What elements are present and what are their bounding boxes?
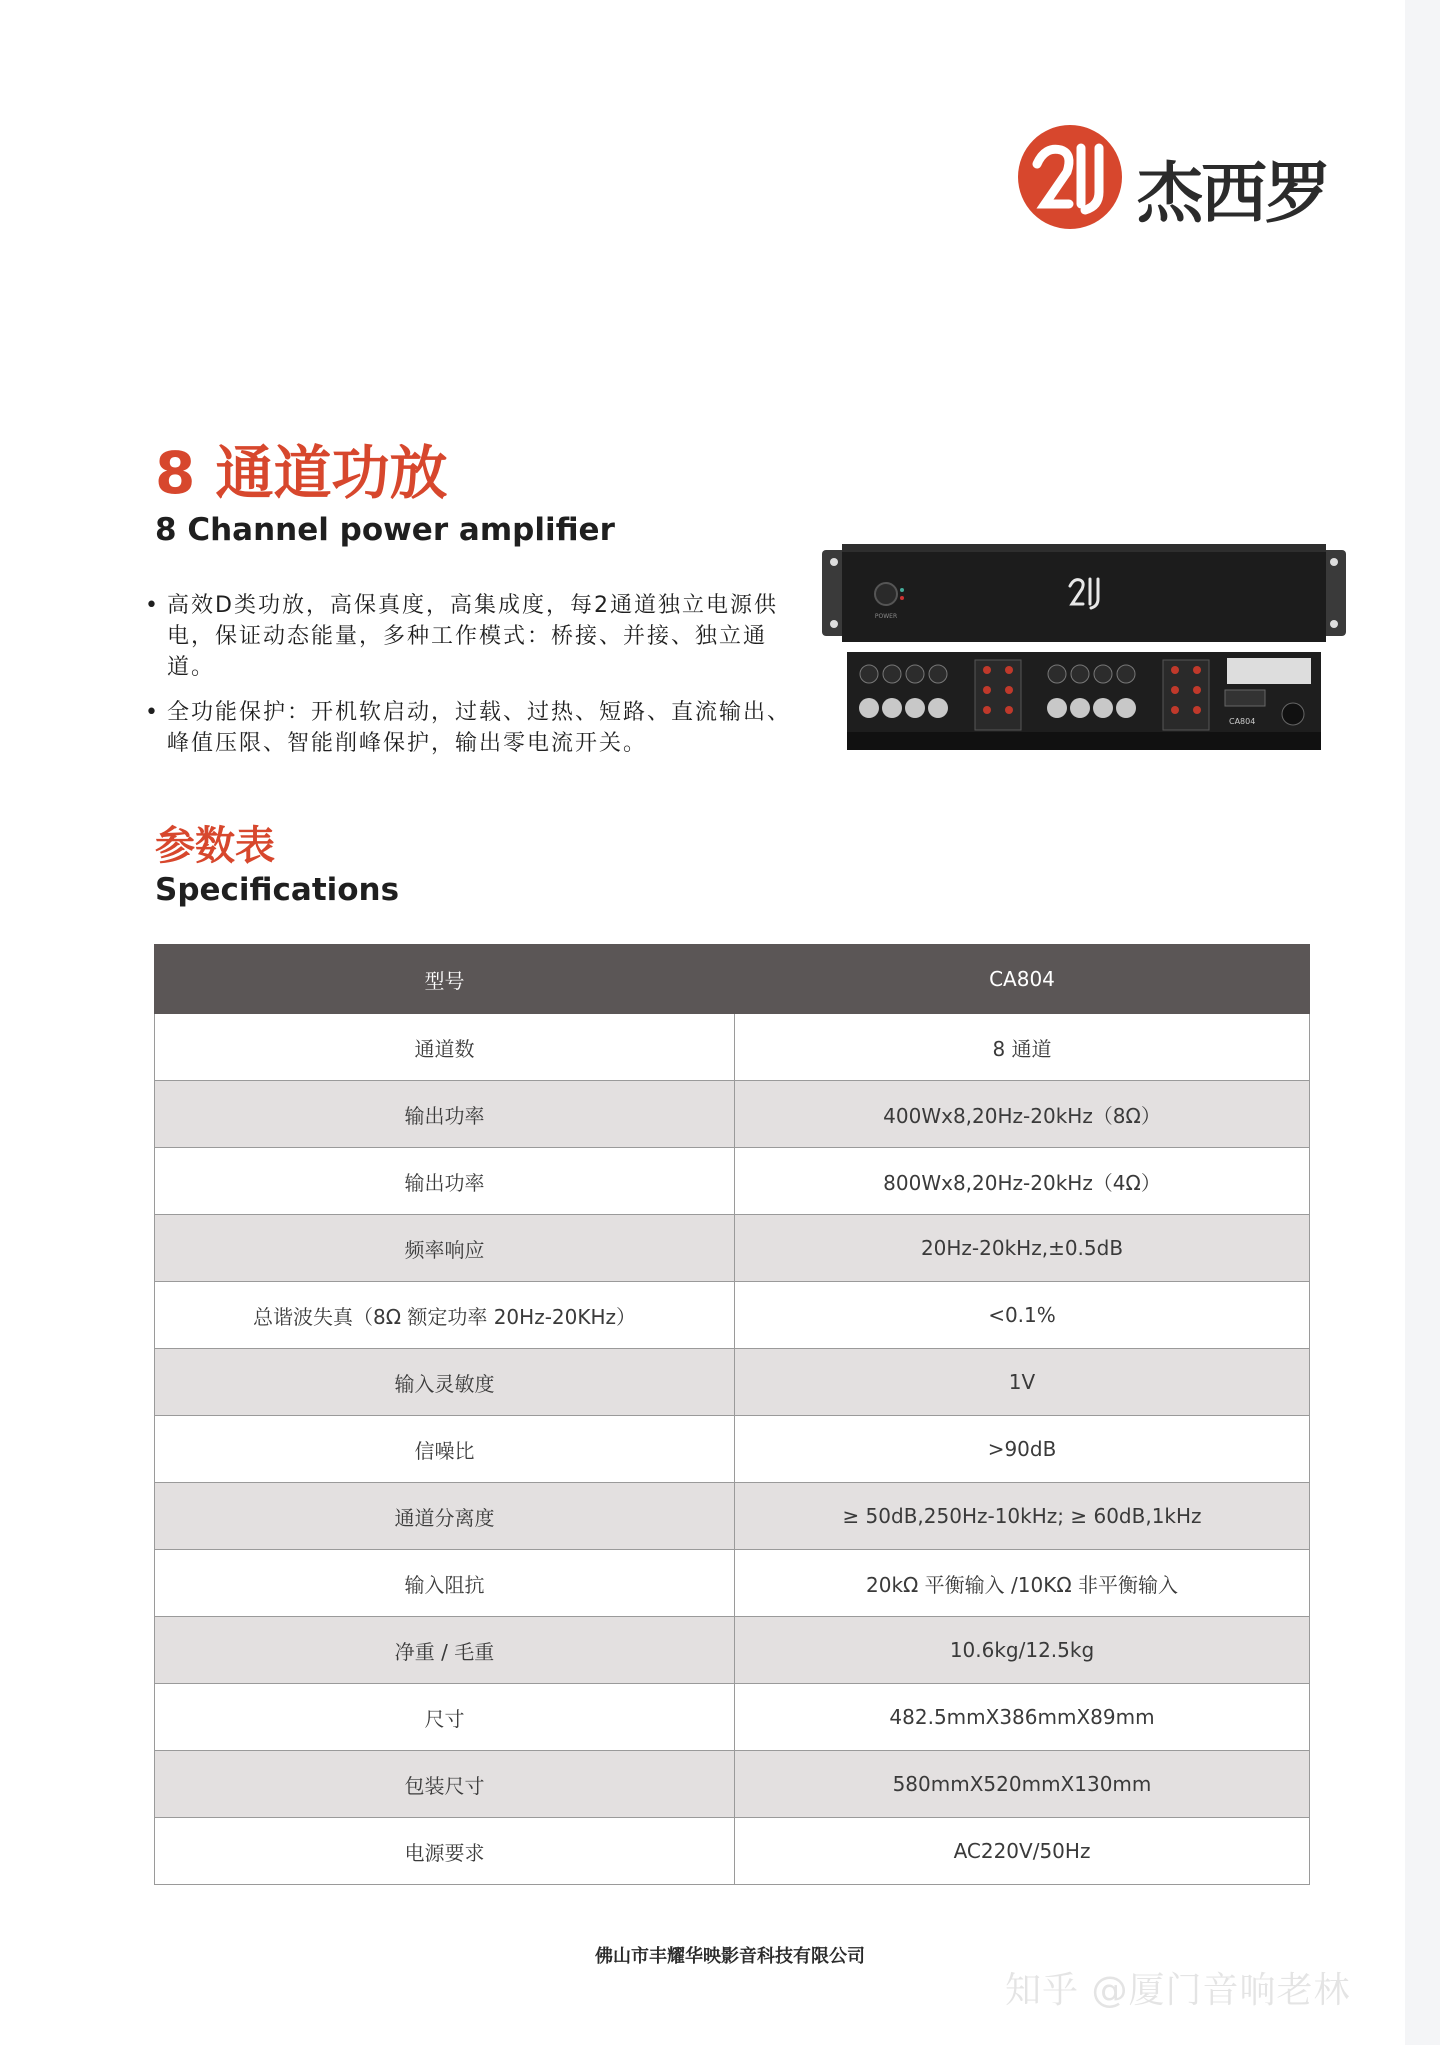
- spec-label: 通道分离度: [155, 1483, 735, 1550]
- spec-label: 频率响应: [155, 1215, 735, 1282]
- feature-item: • 全功能保护：开机软启动，过载、过热、短路、直流输出、峰值压限、智能削峰保护，输出零电流开关。: [143, 697, 793, 759]
- specs-heading-en: Specifications: [155, 872, 400, 908]
- amplifier-front-image: [822, 544, 1346, 644]
- table-header-cell: 型号: [155, 945, 735, 1014]
- spec-value: 20Hz-20kHz,±0.5dB: [735, 1215, 1310, 1282]
- spec-value: 1V: [735, 1349, 1310, 1416]
- spec-value: 20kΩ 平衡输入 /10KΩ 非平衡输入: [735, 1550, 1310, 1617]
- spec-value: 8 通道: [735, 1014, 1310, 1081]
- rear-model-label: CA804: [1229, 717, 1256, 726]
- brand-logo-icon: [1015, 122, 1125, 232]
- spec-label: 通道数: [155, 1014, 735, 1081]
- spec-label: 信噪比: [155, 1416, 735, 1483]
- feature-item: • 高效D类功放，高保真度，高集成度，每2通道独立电源供电，保证动态能量，多种工作模式：桥接、并接、独立通道。: [143, 590, 793, 683]
- power-label: POWER: [874, 613, 898, 620]
- table-row: [155, 1148, 1310, 1215]
- spec-label: 输出功率: [155, 1148, 735, 1215]
- product-title-en: 8 Channel power amplifier: [155, 512, 615, 548]
- spec-label: 净重 / 毛重: [155, 1617, 735, 1684]
- spec-value: 400Wx8,20Hz-20kHz（8Ω）: [735, 1081, 1310, 1148]
- table-row: [155, 1617, 1310, 1684]
- spec-label: 总谐波失真（8Ω 额定功率 20Hz-20KHz）: [155, 1282, 735, 1349]
- table-row: [155, 1416, 1310, 1483]
- table-header-cell: CA804: [735, 945, 1310, 1014]
- spec-label: 输出功率: [155, 1081, 735, 1148]
- spec-value: 800Wx8,20Hz-20kHz（4Ω）: [735, 1148, 1310, 1215]
- spec-label: 尺寸: [155, 1684, 735, 1751]
- table-row: [155, 1014, 1310, 1081]
- spec-label: 输入阻抗: [155, 1550, 735, 1617]
- table-row: [155, 1349, 1310, 1416]
- company-name: 佛山市丰耀华映影音科技有限公司: [595, 1946, 865, 1967]
- brand-name: 杰西罗: [1137, 155, 1329, 232]
- spec-value: AC220V/50Hz: [735, 1818, 1310, 1885]
- amplifier-rear-image: [847, 652, 1321, 750]
- table-row: [155, 1282, 1310, 1349]
- spec-label: 输入灵敏度: [155, 1349, 735, 1416]
- table-header-row: [155, 945, 1310, 1014]
- right-margin-strip: [1405, 0, 1440, 2045]
- spec-value: 580mmX520mmX130mm: [735, 1751, 1310, 1818]
- spec-label: 电源要求: [155, 1818, 735, 1885]
- brand-logo: [1015, 122, 1329, 232]
- table-row: [155, 1215, 1310, 1282]
- spec-value: ≥ 50dB,250Hz-10kHz; ≥ 60dB,1kHz: [735, 1483, 1310, 1550]
- spec-value: <0.1%: [735, 1282, 1310, 1349]
- spec-label: 包装尺寸: [155, 1751, 735, 1818]
- spec-value: >90dB: [735, 1416, 1310, 1483]
- table-row: [155, 1818, 1310, 1885]
- table-row: [155, 1684, 1310, 1751]
- spec-value: 482.5mmX386mmX89mm: [735, 1684, 1310, 1751]
- feature-list: [143, 590, 793, 773]
- specifications-table: [154, 944, 1310, 1885]
- table-row: [155, 1751, 1310, 1818]
- table-row: [155, 1483, 1310, 1550]
- table-row: [155, 1550, 1310, 1617]
- specs-heading-cn: 参数表: [155, 823, 275, 869]
- table-row: [155, 1081, 1310, 1148]
- product-title-cn: 8 通道功放: [155, 439, 448, 507]
- watermark: 知乎 @厦门音响老林: [1005, 1970, 1351, 2011]
- spec-value: 10.6kg/12.5kg: [735, 1617, 1310, 1684]
